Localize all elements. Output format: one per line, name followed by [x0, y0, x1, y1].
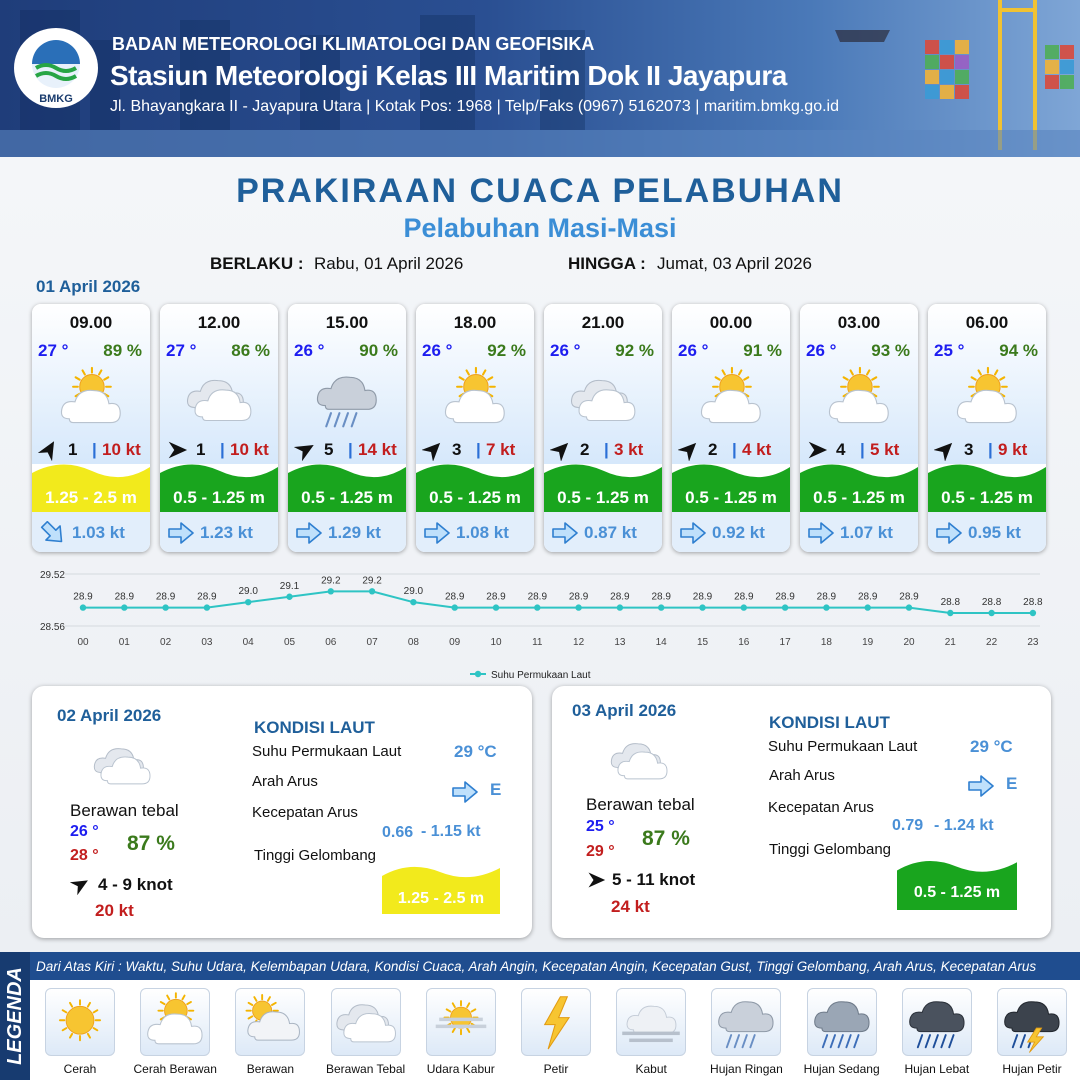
legend-item-label: Kabut	[635, 1062, 667, 1076]
x-tick-label: 21	[944, 637, 956, 648]
cerah-icon	[45, 988, 115, 1056]
sst-data-point	[286, 594, 292, 600]
legend-item-label: Petir	[543, 1062, 569, 1076]
sst-data-point	[658, 604, 664, 610]
day2-wind-direction-icon	[70, 875, 90, 895]
wind-row	[38, 439, 150, 461]
x-tick-label: 23	[1027, 637, 1039, 648]
day3-current-dir: E	[1006, 774, 1018, 793]
x-tick-label: 04	[242, 637, 254, 648]
wave-height: 0.5 - 1.25 m	[301, 488, 393, 507]
udara-kabur-icon	[426, 988, 496, 1056]
sst-data-point	[204, 604, 210, 610]
wind-separator: |	[860, 440, 865, 459]
sst-data-point	[369, 588, 375, 594]
wind-direction-icon	[550, 439, 572, 461]
day2-wave-label: Tinggi Gelombang	[254, 847, 377, 864]
forecast-time: 12.00	[197, 313, 241, 332]
chart-legend-label: Suhu Permukaan Laut	[491, 670, 591, 681]
legend-item-label: Hujan Sedang	[803, 1062, 880, 1076]
wind-direction-icon	[422, 439, 444, 461]
current-direction-icon	[936, 521, 962, 545]
sst-data-label: 28.9	[857, 591, 878, 603]
day3-sst-label: Suhu Permukaan Laut	[768, 738, 918, 755]
hourly-card	[544, 304, 662, 552]
x-tick-label: 13	[614, 637, 626, 648]
current-speed: 1.23 kt	[200, 523, 253, 542]
current-speed: 1.29 kt	[328, 523, 381, 542]
logo-text: BMKG	[39, 93, 73, 105]
humidity: 92 %	[615, 341, 654, 360]
day3-current-dir-label: Arah Arus	[769, 767, 835, 784]
org-name: BADAN METEOROLOGI KLIMATOLOGI DAN GEOFISIKA	[112, 34, 595, 54]
legend-item-label: Cerah	[63, 1062, 97, 1076]
humidity: 92 %	[487, 341, 526, 360]
y-tick-label: 28.56	[39, 622, 65, 633]
current-speed: 1.07 kt	[840, 523, 893, 542]
sst-data-point	[1030, 610, 1036, 616]
sst-data-label: 29.2	[321, 575, 341, 587]
wave-height: 0.5 - 1.25 m	[557, 488, 649, 507]
forecast-time: 18.00	[453, 313, 497, 332]
sst-data-point	[410, 599, 416, 605]
x-tick-label: 07	[366, 637, 378, 648]
page-title: PRAKIRAAN CUACA PELABUHAN	[236, 172, 844, 210]
legend-item-label: Hujan Ringan	[710, 1062, 783, 1076]
station-name: Stasiun Meteorologi Kelas III Maritim Dok II Jayapura	[110, 60, 787, 91]
current-row	[544, 512, 662, 552]
day2-current-dir-label: Arah Arus	[252, 773, 318, 790]
sst-data-label: 29.0	[403, 586, 424, 598]
x-tick-label: 15	[696, 637, 709, 648]
sst-data-label: 28.9	[73, 591, 93, 603]
current-speed: 1.03 kt	[72, 523, 125, 542]
sst-data-point	[534, 604, 540, 610]
x-tick-label: 11	[532, 637, 543, 648]
legend-item-label: Berawan	[246, 1062, 295, 1076]
wind-direction-icon	[806, 439, 828, 461]
sst-data-label: 28.9	[486, 591, 506, 603]
wind-row	[294, 439, 406, 461]
day2-sst: 29 °C	[454, 742, 497, 761]
x-tick-label: 19	[862, 637, 874, 648]
current-direction-icon	[680, 521, 706, 545]
legend-item-label: Berawan Tebal	[326, 1062, 406, 1076]
wind-separator: |	[732, 440, 737, 459]
day3-date: 03 April 2026	[572, 701, 677, 720]
sst-data-label: 28.9	[692, 591, 713, 603]
x-tick-label: 02	[160, 637, 172, 648]
sst-data-label: 28.9	[197, 591, 217, 603]
hourly-card	[416, 304, 534, 552]
wave-height: 0.5 - 1.25 m	[813, 488, 905, 507]
current-direction-icon	[296, 521, 322, 545]
day2-weather-icon	[87, 736, 157, 794]
wind-direction-icon	[38, 439, 60, 461]
sst-data-point	[575, 604, 581, 610]
day2-sea-title: KONDISI LAUT	[254, 718, 375, 737]
day3-wind-direction-icon	[586, 870, 606, 890]
air-temperature: 27 °	[166, 341, 197, 360]
day1-date: 01 April 2026	[36, 277, 141, 296]
current-direction-icon	[40, 521, 66, 545]
hujan-sedang-icon	[807, 988, 877, 1056]
day3-humidity: 87 %	[642, 827, 690, 850]
day3-wind-range: 5 - 11 knot	[612, 870, 696, 889]
current-speed: 0.87 kt	[584, 523, 637, 542]
day2-sst-label: Suhu Permukaan Laut	[252, 743, 402, 760]
humidity: 86 %	[231, 341, 270, 360]
day2-current-speed-label: Kecepatan Arus	[252, 804, 358, 821]
wind-speed: 4	[836, 440, 846, 459]
day2-wave-height: 1.25 - 2.5 m	[397, 890, 485, 907]
bmkg-emblem-icon	[14, 28, 98, 108]
sst-data-point	[617, 604, 623, 610]
sst-data-label: 28.9	[568, 591, 589, 603]
sst-data-label: 29.2	[362, 575, 382, 587]
day2-humidity: 87 %	[127, 832, 175, 855]
x-tick-label: 10	[490, 637, 502, 648]
sst-data-label: 28.9	[114, 591, 135, 603]
current-row	[416, 512, 534, 552]
air-temperature: 26 °	[294, 341, 325, 360]
sst-data-point	[493, 604, 499, 610]
wind-speed: 3	[452, 440, 462, 459]
sst-data-label: 29.0	[238, 586, 258, 598]
air-temperature: 26 °	[550, 341, 581, 360]
day2-current-direction-icon	[452, 780, 478, 804]
kabut-icon	[616, 988, 686, 1056]
forecast-time: 21.00	[581, 313, 625, 332]
wind-row	[678, 439, 790, 461]
cerah-berawan-icon	[820, 366, 898, 432]
wave-height: 0.5 - 1.25 m	[173, 488, 265, 507]
x-tick-label: 12	[573, 637, 585, 648]
bmkg-logo	[14, 28, 98, 108]
sst-data-point	[452, 604, 458, 610]
x-tick-label: 17	[779, 637, 791, 648]
day3-current-speed-max: - 1.24 kt	[934, 817, 994, 834]
forecast-time: 03.00	[837, 313, 881, 332]
gust-speed: 14 kt	[358, 440, 397, 459]
day3-temp-min: 25 °	[586, 818, 615, 835]
valid-from-label: BERLAKU :	[210, 254, 304, 273]
humidity: 94 %	[999, 341, 1038, 360]
legend-item-label: Cerah Berawan	[133, 1062, 217, 1076]
x-tick-label: 01	[118, 637, 130, 648]
current-row	[160, 512, 278, 552]
wind-separator: |	[220, 440, 225, 459]
valid-from-date: Rabu, 01 April 2026	[314, 254, 464, 273]
day2-panel	[32, 686, 532, 938]
day2-temp-min: 26 °	[70, 823, 99, 840]
sst-data-label: 28.9	[651, 591, 671, 603]
day3-sst: 29 °C	[970, 737, 1013, 756]
port-name: Pelabuhan Masi-Masi	[403, 213, 677, 243]
day3-sea-title: KONDISI LAUT	[769, 713, 890, 732]
cerah-berawan-icon	[692, 366, 770, 432]
sst-data-point	[741, 604, 747, 610]
air-temperature: 26 °	[678, 341, 709, 360]
sst-chart	[30, 562, 1050, 687]
wind-direction-icon	[678, 439, 700, 461]
wind-speed: 2	[708, 440, 718, 459]
hourly-card	[928, 304, 1046, 552]
current-row	[928, 512, 1046, 552]
x-tick-label: 08	[407, 637, 419, 648]
sst-data-point	[162, 604, 168, 610]
current-row	[288, 512, 406, 552]
sst-data-point	[823, 604, 829, 610]
sst-series-line	[83, 591, 1033, 613]
sst-data-label: 28.9	[444, 591, 465, 603]
wind-speed: 3	[964, 440, 974, 459]
day3-weather-icon	[604, 731, 674, 789]
day3-temp-max: 29 °	[586, 843, 615, 860]
sst-data-point	[865, 604, 871, 610]
x-tick-label: 03	[201, 637, 213, 648]
day3-current-speed-min: 0.79	[892, 817, 924, 834]
sst-data-label: 28.8	[940, 597, 961, 608]
day2-date: 02 April 2026	[57, 706, 162, 725]
sst-data-label: 29.1	[279, 580, 300, 592]
wind-direction-icon	[934, 439, 956, 461]
air-temperature: 26 °	[806, 341, 837, 360]
day3-current-speed-label: Kecepatan Arus	[768, 799, 874, 816]
sst-data-label: 28.9	[816, 591, 837, 603]
sst-data-point	[328, 588, 334, 594]
day3-panel	[552, 686, 1051, 938]
sst-data-label: 28.8	[981, 597, 1002, 608]
wind-separator: |	[92, 440, 97, 459]
wind-row	[934, 439, 1046, 461]
cerah-berawan-icon	[436, 366, 514, 432]
x-tick-label: 20	[903, 637, 915, 648]
sst-data-label: 28.9	[527, 591, 548, 603]
wind-separator: |	[476, 440, 481, 459]
gust-speed: 5 kt	[870, 440, 900, 459]
sst-data-label: 28.9	[155, 591, 176, 603]
air-temperature: 25 °	[934, 341, 965, 360]
sst-data-point	[947, 610, 953, 616]
legend-item-label: Hujan Lebat	[904, 1062, 970, 1076]
berawan-tebal-icon	[331, 988, 401, 1056]
wind-speed: 1	[196, 440, 206, 459]
wind-row	[422, 439, 534, 461]
cerah-berawan-icon	[52, 366, 130, 432]
x-tick-label: 00	[77, 637, 89, 648]
wind-direction-icon	[294, 439, 316, 461]
x-tick-label: 14	[655, 637, 667, 648]
cerah-berawan-icon	[140, 988, 210, 1056]
hujan-petir-icon	[997, 988, 1067, 1056]
day2-wind-range: 4 - 9 knot	[98, 875, 173, 894]
current-direction-icon	[424, 521, 450, 545]
day2-current-dir: E	[490, 780, 502, 799]
sst-data-point	[782, 604, 788, 610]
hourly-card	[32, 304, 150, 552]
wind-speed: 1	[68, 440, 78, 459]
x-tick-label: 06	[325, 637, 337, 648]
hourly-card	[800, 304, 918, 552]
current-direction-icon	[168, 521, 194, 545]
legend-marker-icon	[475, 671, 481, 677]
wind-separator: |	[988, 440, 993, 459]
wind-separator: |	[348, 440, 353, 459]
humidity: 91 %	[743, 341, 782, 360]
hujan-ringan-icon	[308, 366, 386, 432]
current-direction-icon	[808, 521, 834, 545]
wave-height: 0.5 - 1.25 m	[685, 488, 777, 507]
sst-data-point	[245, 599, 251, 605]
day2-current-speed-min: 0.66	[382, 824, 414, 841]
humidity: 93 %	[871, 341, 910, 360]
air-temperature: 27 °	[38, 341, 69, 360]
wave-height: 0.5 - 1.25 m	[941, 488, 1033, 507]
sst-data-point	[906, 604, 912, 610]
sst-data-label: 28.9	[734, 591, 754, 603]
day3-current-direction-icon	[968, 774, 994, 798]
berawan-tebal-icon	[180, 366, 258, 432]
gust-speed: 10 kt	[102, 440, 141, 459]
sst-data-label: 28.8	[1023, 597, 1043, 608]
current-speed: 0.92 kt	[712, 523, 765, 542]
current-speed: 0.95 kt	[968, 523, 1021, 542]
current-direction-icon	[552, 521, 578, 545]
humidity: 90 %	[359, 341, 398, 360]
valid-until-date: Jumat, 03 April 2026	[657, 254, 812, 273]
day2-temp-max: 28 °	[70, 847, 99, 864]
wind-speed: 2	[580, 440, 590, 459]
day2-current-speed-max: - 1.15 kt	[421, 823, 481, 840]
wind-row	[806, 439, 918, 461]
forecast-time: 06.00	[965, 313, 1009, 332]
x-tick-label: 18	[820, 637, 832, 648]
gust-speed: 7 kt	[486, 440, 516, 459]
hourly-card	[672, 304, 790, 552]
gust-speed: 4 kt	[742, 440, 772, 459]
y-tick-label: 29.52	[39, 570, 65, 581]
sst-data-point	[699, 604, 705, 610]
forecast-time: 00.00	[709, 313, 753, 332]
x-tick-label: 05	[283, 637, 296, 648]
wind-separator: |	[604, 440, 609, 459]
gust-speed: 3 kt	[614, 440, 644, 459]
legend-description: Dari Atas Kiri : Waktu, Suhu Udara, Kelembapan Udara, Kondisi Cuaca, Arah Angin, Kecepatan Angin, Kecepatan Gust, Tinggi Gelombang, Arah Arus, Kecepatan Arus	[36, 959, 1037, 974]
day3-gust: 24 kt	[611, 897, 650, 916]
station-address: Jl. Bhayangkara II - Jayapura Utara | Kotak Pos: 1968 | Telp/Faks (0967) 5162073 | maritim.bmkg.go.id	[110, 98, 839, 115]
day3-condition: Berawan tebal	[586, 795, 695, 814]
day3-wave-height: 0.5 - 1.25 m	[913, 884, 1001, 901]
gust-speed: 9 kt	[998, 440, 1028, 459]
day2-gust: 20 kt	[95, 901, 134, 920]
current-row	[800, 512, 918, 552]
wind-speed: 5	[324, 440, 334, 459]
cerah-berawan-icon	[948, 366, 1026, 432]
legend-title: LEGENDA	[4, 967, 26, 1065]
hourly-card	[288, 304, 406, 552]
wind-row	[166, 439, 278, 461]
wave-height: 0.5 - 1.25 m	[429, 488, 521, 507]
forecast-time: 09.00	[69, 313, 113, 332]
gust-speed: 10 kt	[230, 440, 269, 459]
x-tick-label: 16	[738, 637, 750, 648]
legend-item-label: Udara Kabur	[426, 1062, 495, 1076]
legend-item-label: Hujan Petir	[1002, 1062, 1062, 1076]
sst-data-label: 28.9	[775, 591, 795, 603]
berawan-tebal-icon	[564, 366, 642, 432]
sst-data-label: 28.9	[899, 591, 919, 603]
day3-wave-label: Tinggi Gelombang	[769, 841, 892, 858]
current-row	[672, 512, 790, 552]
wave-height: 1.25 - 2.5 m	[45, 488, 137, 507]
berawan-icon	[235, 988, 305, 1056]
valid-until-label: HINGGA :	[568, 254, 646, 273]
sst-data-point	[121, 604, 127, 610]
sst-data-point	[988, 610, 994, 616]
hujan-ringan-icon	[711, 988, 781, 1056]
wind-direction-icon	[166, 439, 188, 461]
air-temperature: 26 °	[422, 341, 453, 360]
forecast-time: 15.00	[325, 313, 369, 332]
sst-data-label: 28.9	[610, 591, 630, 603]
day2-condition: Berawan tebal	[70, 801, 179, 820]
humidity: 89 %	[103, 341, 142, 360]
wind-row	[550, 439, 662, 461]
current-row	[32, 512, 150, 552]
x-tick-label: 09	[449, 637, 461, 648]
current-speed: 1.08 kt	[456, 523, 509, 542]
x-tick-label: 22	[986, 637, 998, 648]
hourly-card	[160, 304, 278, 552]
petir-icon	[521, 988, 591, 1056]
sst-data-point	[80, 604, 86, 610]
hujan-lebat-icon	[902, 988, 972, 1056]
